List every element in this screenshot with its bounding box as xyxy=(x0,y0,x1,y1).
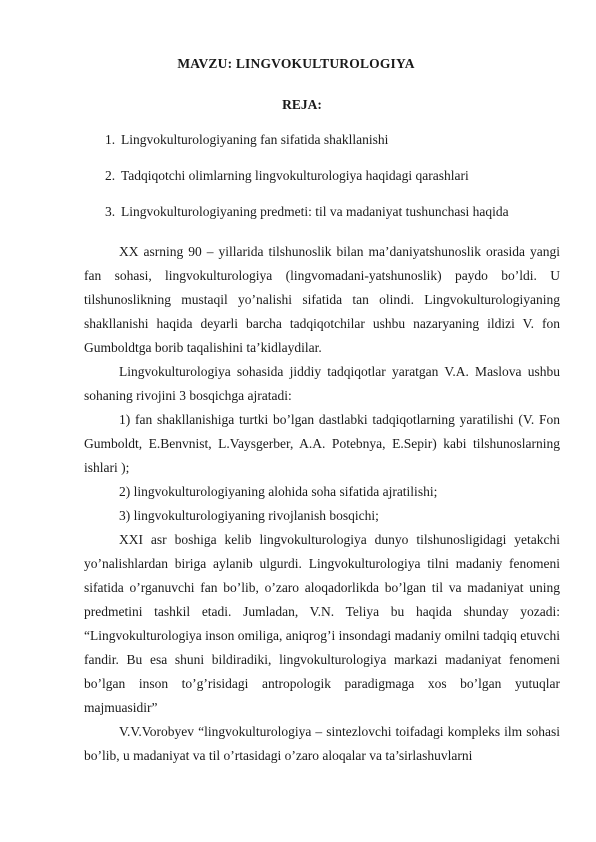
plan-heading: REJA: xyxy=(282,97,322,112)
paragraph: V.V.Vorobyev “lingvokulturologiya – sintezlovchi toifadagi kompleks ilm sohasi bo’lib, u madaniyat va til o’rtasidagi o’zaro aloqalar va ta’sirlashuvlarni xyxy=(84,724,560,763)
paragraph: Lingvokulturologiya sohasida jiddiy tadqiqotlar yaratgan V.A. Maslova ushbu sohaning rivojini 3 bosqichga ajratadi: xyxy=(84,364,560,403)
plan-item-number: 2. xyxy=(105,168,116,183)
document-title-text: MAVZU: LINGVOKULTUROLOGIYA xyxy=(177,56,415,71)
plan-item-text: Lingvokulturologiyaning predmeti: til va madaniyat tushunchasi haqida xyxy=(121,204,509,219)
plan-item-text: Lingvokulturologiyaning fan sifatida shakllanishi xyxy=(121,132,389,147)
plan-item-number: 3. xyxy=(105,204,116,219)
paragraph: 3) lingvokulturologiyaning rivojlanish bosqichi; xyxy=(119,508,379,523)
plan-item xyxy=(105,128,565,152)
body-text xyxy=(84,240,560,768)
document-title xyxy=(0,56,596,72)
plan-item-text: Tadqiqotchi olimlarning lingvokulturologiya haqidagi qarashlari xyxy=(121,168,469,183)
paragraph: XXI asr boshiga kelib lingvokulturologiya dunyo tilshunosligidagi yetakchi yo’nalishlardan biriga aylanib ulgurdi. Lingvokulturologiya tilni madaniy fenomeni sifatida o’rganuvchi fan bo’lib, o’zaro aloqadorlikda bo’lgan til va madaniyat uning predmetini tashkil etadi. Jumladan, V.N. Teliya bu haqida shunday yozadi: “Lingvokulturologiya inson omiliga, aniqrog’i insondagi madaniy omilni tadqiq etuvchi fandir. Bu esa shuni bildiradiki, lingvokulturologiya markazi madaniyat fenomeni bo’lgan inson to’g’risidagi antropologik paradigmaga xos bo’lgan yutuqlar majmuasidir” xyxy=(84,532,560,715)
paragraph: XX asrning 90 – yillarida tilshunoslik bilan ma’daniyatshunoslik orasida yangi fan sohasi, lingvokulturologiya (lingvomadani-yatshunoslik) paydo bo’ldi. U tilshunoslikning mustaqil yo’nalishi sifatida tan olindi. Lingvokulturologiyaning shakllanishi haqida deyarli barcha tadqiqotchilar ushbu nazaryaning ildizi V. fon Gumboldtga borib taqalishini ta’kidlaydilar. xyxy=(84,244,560,355)
plan-item xyxy=(105,200,565,224)
paragraph: 1) fan shakllanishiga turtki bo’lgan dastlabki tadqiqotlarning yaratilishi (V. Fon Gumboldt, E.Benvnist, L.Vaysgerber, A.A. Potebnya, E.Sepir) kabi tilshunoslarning ishlari ); xyxy=(84,412,560,475)
plan-list xyxy=(105,128,565,236)
plan-item-number: 1. xyxy=(105,132,116,147)
paragraph: 2) lingvokulturologiyaning alohida soha sifatida ajratilishi; xyxy=(119,484,438,499)
plan-item xyxy=(105,164,565,188)
